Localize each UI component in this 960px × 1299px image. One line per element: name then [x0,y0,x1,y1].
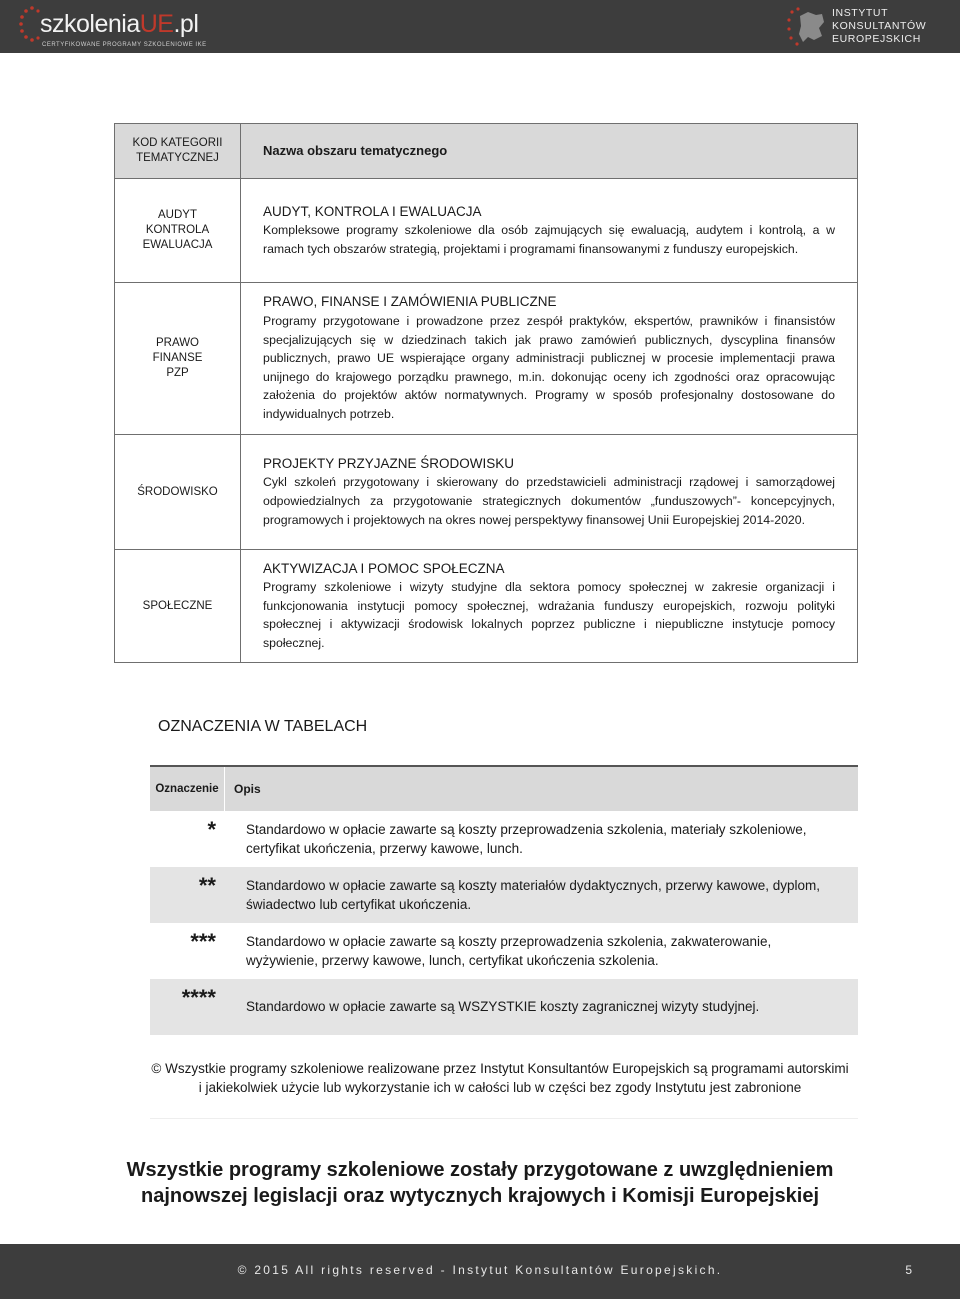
legend-row [150,923,858,979]
name-column-header: Nazwa obszaru tematycznego [241,124,858,179]
table-row [115,179,858,283]
legend-mark: ** [198,873,216,898]
table-row [115,435,858,550]
table-row [115,550,858,663]
legend-section-title: OZNACZENIA W TABELACH [158,718,368,735]
category-title: PROJEKTY PRZYJAZNE ŚRODOWISKU [263,455,515,471]
legislation-note: Wszystkie programy szkoleniowe zostały przygotowane z uwzględnieniem najnowszej legislacji oraz wytycznych krajowych i Komisji Europejskiej [126,1159,834,1207]
legend-text: Standardowo w opłacie zawarte są koszty materiałów dydaktycznych, przerwy kawowe, dyplom, świadectwo lub certyfikat ukończenia. [246,878,820,912]
brand-tagline: CERTYFIKOWANE PROGRAMY SZKOLENIOWE IKE [42,42,207,48]
footer-copyright: © 2015 All rights reserved - Instytut Konsultantów Europejskich. [237,1263,723,1277]
table-row [115,283,858,435]
divider [150,1118,858,1119]
instytut-logo[interactable] [786,4,927,50]
brand-wordmark: szkoleniaUE.pl [40,10,199,38]
legend-row [150,979,858,1035]
legend-table [150,765,858,1035]
page-number: 5 [905,1263,912,1277]
category-code: AUDYT KONTROLA EWALUACJA [115,179,241,283]
legend-mark: * [207,817,216,842]
table-header-row [115,124,858,179]
category-title: AUDYT, KONTROLA I EWALUACJA [263,203,482,219]
desc-column-header: Opis [234,782,261,796]
legend-row [150,811,858,867]
category-code: SPOŁECZNE [115,550,241,663]
category-description [241,179,858,283]
copyright-note: © Wszystkie programy szkoleniowe realizowane przez Instytut Konsultantów Europejskich są programami autorskimi i jakiekolwiek użycie lub wykorzystanie ich w całości lub w części bez zgody Instytutu jest zabronione [151,1061,849,1095]
legend-text: Standardowo w opłacie zawarte są koszty przeprowadzenia szkolenia, zakwaterowanie, wyżywienie, przerwy kawowe, lunch, certyfikat ukończenia szkolenia. [246,934,772,968]
legend-mark: *** [190,929,216,954]
legend-text: Standardowo w opłacie zawarte są koszty przeprowadzenia szkolenia, materiały szkoleniowe, certyfikat ukończenia, przerwy kawowe, lunch. [246,822,807,856]
category-title: PRAWO, FINANSE I ZAMÓWIENIA PUBLICZNE [263,294,557,310]
szkoleniaue-logo[interactable] [18,4,207,50]
europe-map-icon [786,6,826,48]
category-description [241,435,858,550]
category-description [241,283,858,435]
legend-text: Standardowo w opłacie zawarte są WSZYSTKIE koszty zagranicznej wizyty studyjnej. [246,999,760,1014]
category-code: ŚRODOWISKO [115,435,241,550]
page-header [0,0,960,53]
category-title: AKTYWIZACJA I POMOC SPOŁECZNA [263,560,505,576]
mark-column-header: Oznaczenie [155,783,219,795]
legend-row [150,867,858,923]
category-text: Programy szkoleniowe i wizyty studyjne dla sektora pomocy społecznej w zakresie organizacji i funkcjonowania instytucji pomocy społecznej, wdrażania funduszy europejskich, rozwoju polityki społecznej i aktywizacji środowisk lokalnych poprzez publiczne i niepubliczne instytucje pomocy społecznej. [263,580,835,650]
column-divider [224,767,225,811]
category-text: Programy przygotowane i prowadzone przez zespół praktyków, ekspertów, prawników i finansistów specjalizujących się w dziedzinach takich jak prawo zamówień publicznych, dyscyplina finansów publicznych, prawo UE wspierające organy administracji publicznej w procesie implementacji prawa unijnego do krajowego porządku prawnego, m.in. dokonując oceny ich zgodności oraz opracowując założenia do projektów aktów normatywnych. Programy w sposób profesjonalny dostosowane do indywidualnych potrzeb. [263,314,835,421]
category-text: Kompleksowe programy szkoleniowe dla osób zajmujących się ewaluacją, audytem i kontrolą, a w ramach tych obszarów strategią, projektami i programami finansowanymi z funduszy europejskich. [263,223,835,256]
category-code: PRAWO FINANSE PZP [115,283,241,435]
code-column-header: KOD KATEGORII TEMATYCZNEJ [115,124,241,179]
category-table [114,123,858,663]
institute-name: INSTYTUT KONSULTANTÓW EUROPEJSKICH [832,7,927,45]
legend-header-row [150,765,858,811]
legend-mark: **** [181,985,216,1010]
category-text: Cykl szkoleń przygotowany i skierowany do przedstawicieli administracji rządowej i samorządowej odpowiedzialnych za przygotowanie strategicznych dokumentów „funduszowych”- koncepcyjnych, programowych i projektowych na okres nowej perspektywy finansowej Unii Europejskiej 2014-2020. [263,475,835,527]
category-description [241,550,858,663]
page-footer [0,1244,960,1299]
